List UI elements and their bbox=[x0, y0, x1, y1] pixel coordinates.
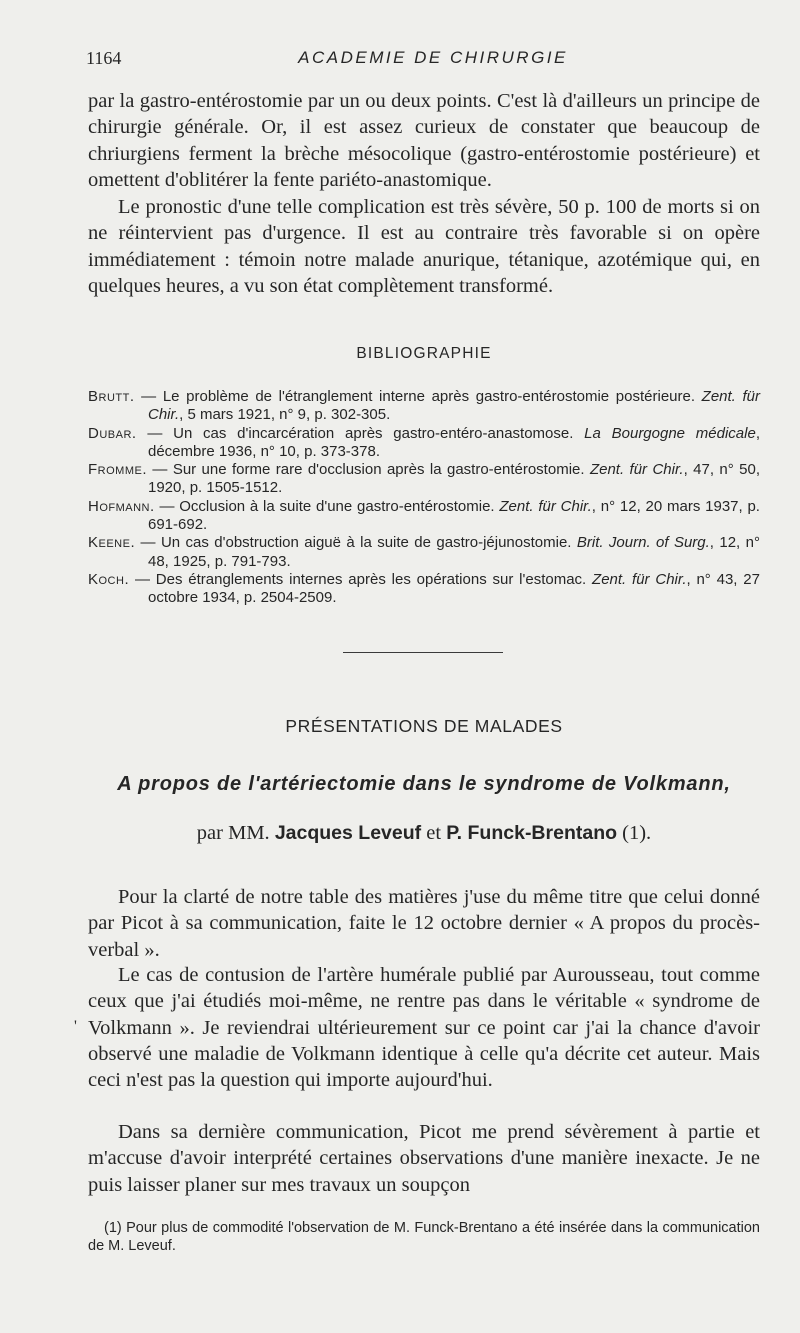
section-divider bbox=[343, 652, 503, 653]
bib-text: Des étranglements internes après les opérations sur l'estomac. bbox=[155, 570, 593, 588]
bib-journal: Zent. für Chir. bbox=[148, 388, 760, 424]
running-head bbox=[86, 48, 760, 72]
journal-title: ACADEMIE DE CHIRURGIE bbox=[298, 48, 568, 67]
byline-joiner: et bbox=[421, 822, 447, 844]
author-name: P. Funck-Brentano bbox=[446, 822, 618, 844]
bib-dash: — bbox=[134, 388, 163, 405]
bib-author: Keene. bbox=[88, 534, 136, 552]
bib-details: , décembre 1936, n° 10, p. 373-378. bbox=[148, 424, 760, 460]
bib-author: Dubar. bbox=[88, 424, 137, 442]
bib-text: Occlusion à la suite d'une gastro-entérostomie. bbox=[179, 497, 500, 515]
bib-details: , 12, n° 48, 1925, p. 791-793. bbox=[148, 534, 760, 570]
bibliography-entry bbox=[88, 425, 760, 462]
bib-details: , 5 mars 1921, n° 9, p. 302-305. bbox=[179, 406, 391, 424]
bib-dash: — bbox=[129, 570, 156, 588]
margin-mark: ' bbox=[74, 1018, 77, 1035]
article-paragraph: Dans sa dernière communication, Picot me prend sévèrement à partie et m'accuse d'avoir interprété certaines observations d'une manière inexacte. Je ne puis laisser planer sur mes travaux un soupçon bbox=[88, 1121, 760, 1196]
bib-details: , n° 12, 20 mars 1937, p. 691-692. bbox=[148, 497, 760, 534]
bib-author: Koch. bbox=[88, 570, 130, 588]
bibliography-entry bbox=[88, 534, 760, 571]
byline bbox=[88, 822, 760, 845]
bibliography-entry bbox=[88, 461, 760, 498]
bibliography-entry bbox=[88, 498, 760, 535]
body-paragraph: par la gastro-entérostomie par un ou deux points. C'est là d'ailleurs un principe de chirurgie générale. Or, il est assez curieux de constater que beaucoup de chriurgiens ferment la brèche mésocolique (gastro-entérostomie postérieure) et omettent d'oblitérer la fente pariéto-anastomique. bbox=[88, 90, 760, 191]
byline-suffix: (1). bbox=[617, 822, 652, 844]
bib-dash: — bbox=[147, 461, 173, 479]
bib-text: Un cas d'obstruction aiguë à la suite de gastro-jéjunostomie. bbox=[160, 534, 577, 552]
article-paragraph: Le cas de contusion de l'artère humérale publié par Aurousseau, tout comme ceux que j'ai étudiés moi-même, ne rentre pas dans le véritable « syndrome de Volkmann ». Je reviendrai ultérieurement sur ce point car j'ai la chance d'avoir observé une maladie de Volkmann identique à celle qu'a décrite cet auteur. Mais ceci n'est pas la question qui importe aujourd'hui. bbox=[88, 964, 760, 1092]
bib-journal: Zent. für Chir. bbox=[499, 497, 592, 515]
bib-journal: La Bourgogne médicale bbox=[584, 424, 756, 442]
author-name: Jacques Leveuf bbox=[274, 822, 422, 844]
bib-details: , n° 43, 27 octobre 1934, p. 2504-2509. bbox=[148, 570, 760, 607]
bib-text: Un cas d'incarcération après gastro-entéro-anastomose. bbox=[173, 424, 585, 442]
bibliography-entry bbox=[88, 571, 760, 608]
bibliography-list bbox=[88, 388, 760, 608]
bib-journal: Zent. für Chir. bbox=[592, 570, 687, 588]
bib-journal: Brit. Journ. of Surg. bbox=[576, 534, 710, 552]
bib-text: Le problème de l'étranglement interne après gastro-entérostomie postérieure. bbox=[162, 388, 702, 405]
bib-dash: — bbox=[136, 424, 174, 442]
bib-dash: — bbox=[154, 497, 180, 515]
bibliography-entry bbox=[88, 388, 760, 425]
bib-author: Fromme. bbox=[88, 461, 147, 479]
article-title: A propos de l'artériectomie dans le syndrome de Volkmann, bbox=[117, 773, 731, 795]
bibliography-heading: BIBLIOGRAPHIE bbox=[356, 345, 492, 362]
byline-prefix: par MM. bbox=[196, 822, 275, 844]
article-paragraph: Pour la clarté de notre table des matières j'use du même titre que celui donné par Picot à sa communication, faite le 12 octobre dernier « A propos du procès-verbal ». bbox=[88, 886, 760, 961]
body-paragraph: Le pronostic d'une telle complication est très sévère, 50 p. 100 de morts si on ne réintervient pas d'urgence. Il est au contraire très favorable si on opère immédiatement : témoin notre malade anurique, tétanique, azotémique qui, en quelques heures, a vu son état complètement transformé. bbox=[88, 196, 760, 297]
bib-details: , 47, n° 50, 1920, p. 1505-1512. bbox=[148, 461, 761, 497]
bib-author: Brutt. bbox=[88, 388, 135, 405]
bib-text: Sur une forme rare d'occlusion après la gastro-entérostomie. bbox=[172, 461, 590, 479]
bib-journal: Zent. für Chir. bbox=[589, 461, 684, 479]
page-number: 1164 bbox=[86, 48, 122, 68]
section-heading: PRÉSENTATIONS DE MALADES bbox=[285, 716, 563, 736]
bib-author: Hofmann. bbox=[88, 497, 155, 515]
footnote: (1) Pour plus de commodité l'observation de M. Funck-Brentano a été insérée dans la communication de M. Leveuf. bbox=[88, 1220, 760, 1254]
bib-dash: — bbox=[135, 534, 161, 552]
